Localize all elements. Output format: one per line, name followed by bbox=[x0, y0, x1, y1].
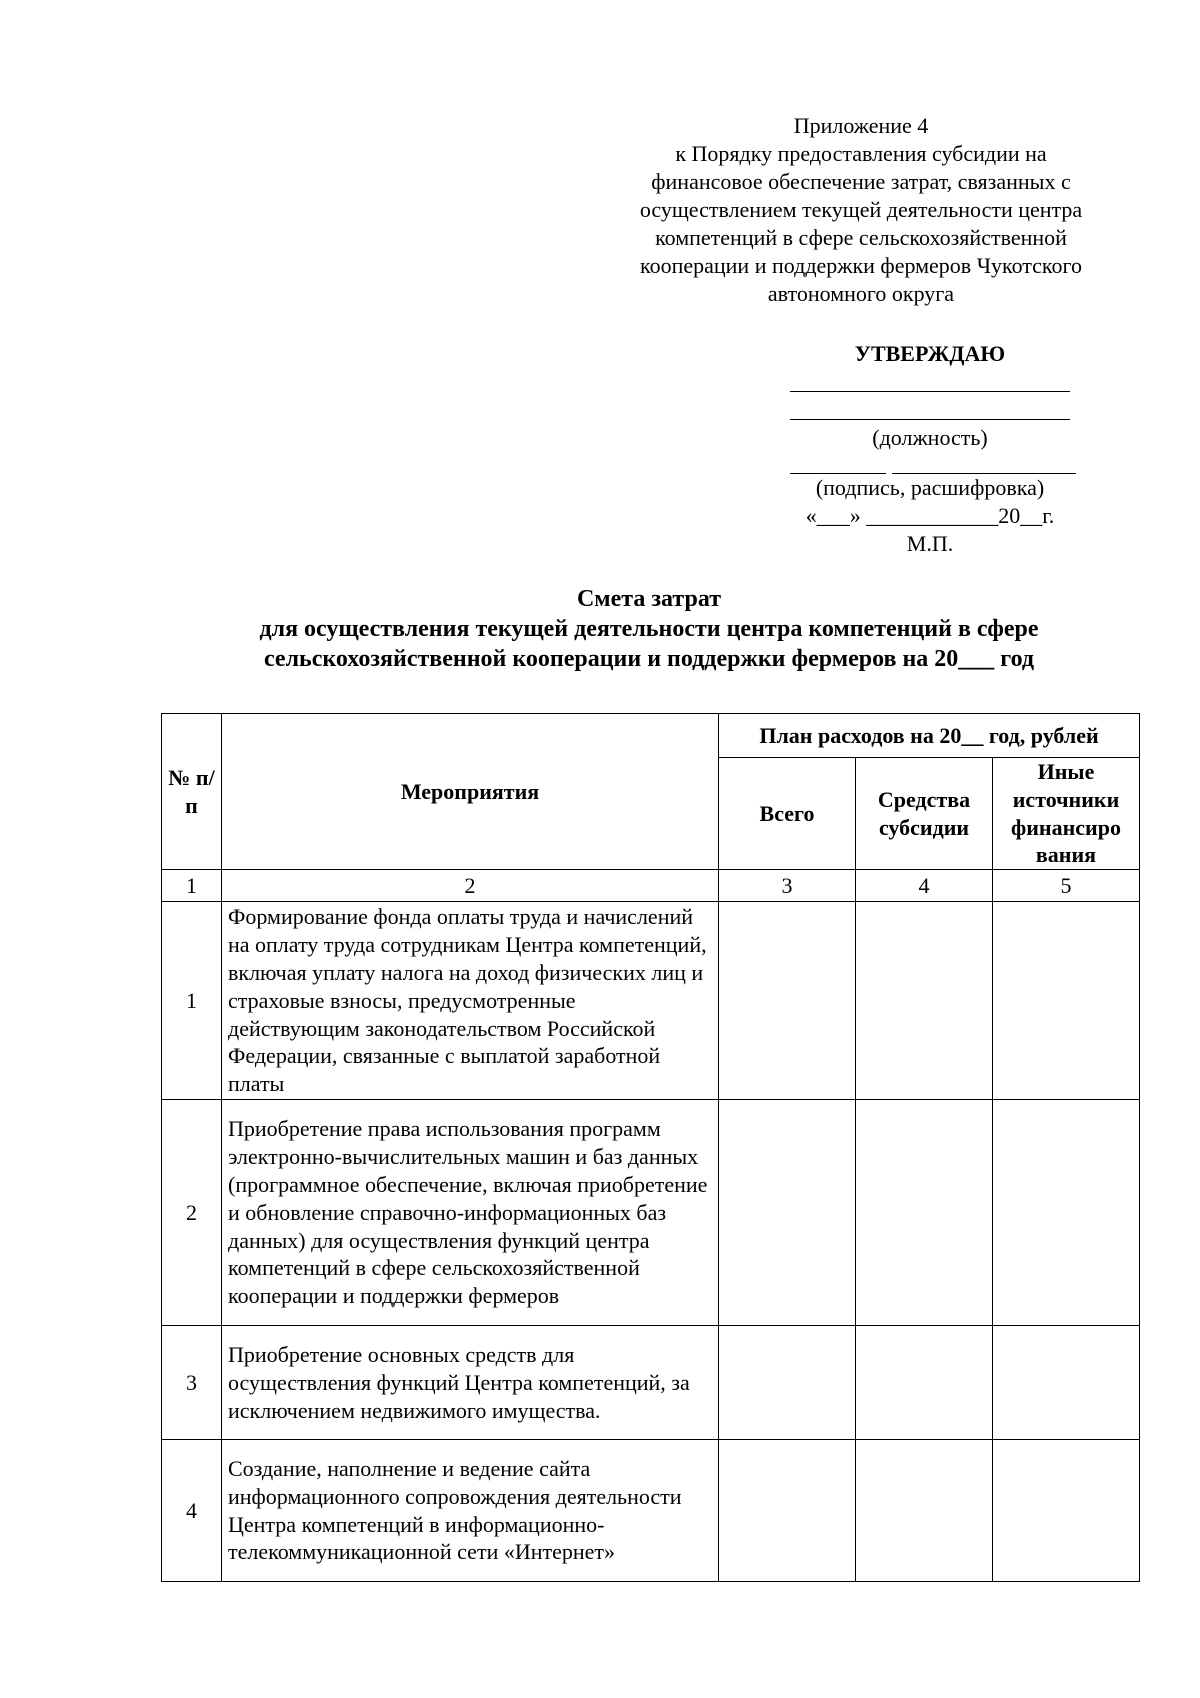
approval-block bbox=[780, 340, 1080, 558]
header-plan: План расходов на 20__ год, рублей bbox=[719, 714, 1140, 758]
position-caption: (должность) bbox=[872, 425, 988, 450]
cell-subsidy bbox=[856, 1100, 993, 1326]
signature-caption: (подпись, расшифровка) bbox=[815, 475, 1045, 500]
appendix-line: компетенций в сфере сельскохозяйственной bbox=[655, 225, 1067, 250]
column-number: 5 bbox=[993, 870, 1140, 902]
row-number: 2 bbox=[162, 1100, 222, 1326]
cost-estimate-table bbox=[161, 713, 1140, 1582]
approval-title: УТВЕРЖДАЮ bbox=[854, 341, 1006, 366]
column-number: 1 bbox=[162, 870, 222, 902]
row-activity: Приобретение права использования программ электронно-вычислительных машин и баз данных (программное обеспечение, включая приобретение и обновление справочно-информационных баз данных) для осуществления функций центра компетенций в сфере сельскохозяйственной кооперации и поддержки фермеров bbox=[222, 1100, 719, 1326]
title-line-3: сельскохозяйственной кооперации и поддержки фермеров на 20___ год bbox=[263, 646, 1035, 672]
appendix-line: к Порядку предоставления субсидии на bbox=[675, 141, 1047, 166]
cell-other bbox=[993, 1100, 1140, 1326]
cell-other bbox=[993, 1440, 1140, 1582]
header-other-sources: Иные источники финансиро вания bbox=[993, 758, 1140, 870]
header-num: № п/п bbox=[162, 714, 222, 870]
cell-total bbox=[719, 1100, 856, 1326]
header-activities: Мероприятия bbox=[222, 714, 719, 870]
table-row bbox=[162, 1440, 1140, 1582]
name-line bbox=[892, 473, 1076, 474]
date-line: «___» ____________20__г. bbox=[805, 503, 1055, 528]
row-activity: Приобретение основных средств для осуществления функций Центра компетенций, за исключением недвижимого имущества. bbox=[222, 1326, 719, 1440]
cell-subsidy bbox=[856, 902, 993, 1100]
cell-total bbox=[719, 902, 856, 1100]
appendix-line: финансовое обеспечение затрат, связанных с bbox=[651, 169, 1071, 194]
cell-other bbox=[993, 1326, 1140, 1440]
header-subsidy: Средства субсидии bbox=[856, 758, 993, 870]
position-line bbox=[790, 419, 1070, 420]
column-number: 3 bbox=[719, 870, 856, 902]
stamp-label: М.П. bbox=[906, 531, 954, 556]
row-activity: Создание, наполнение и ведение сайта информационного сопровождения деятельности Центра компетенций в информационно-телекоммуникационной сети «Интернет» bbox=[222, 1440, 719, 1582]
row-activity: Формирование фонда оплаты труда и начислений на оплату труда сотрудникам Центра компетенций, включая уплату налога на доход физических лиц и страховые взносы, предусмотренные действующим законодательством Российской Федерации, связанные с выплатой заработной платы bbox=[222, 902, 719, 1100]
document-title bbox=[130, 584, 1168, 674]
column-number: 2 bbox=[222, 870, 719, 902]
column-numbers-row bbox=[162, 870, 1140, 902]
appendix-line: кооперации и поддержки фермеров Чукотского bbox=[640, 253, 1082, 278]
header-total: Всего bbox=[719, 758, 856, 870]
table-row bbox=[162, 1100, 1140, 1326]
cell-subsidy bbox=[856, 1326, 993, 1440]
title-line-1: Смета затрат bbox=[576, 586, 722, 612]
appendix-line: автономного округа bbox=[767, 281, 955, 306]
cell-total bbox=[719, 1440, 856, 1582]
appendix-line: Приложение 4 bbox=[793, 113, 929, 138]
table-row bbox=[162, 902, 1140, 1100]
column-number: 4 bbox=[856, 870, 993, 902]
row-number: 1 bbox=[162, 902, 222, 1100]
appendix-header bbox=[612, 112, 1110, 308]
row-number: 3 bbox=[162, 1326, 222, 1440]
cell-other bbox=[993, 902, 1140, 1100]
table-row bbox=[162, 1326, 1140, 1440]
row-number: 4 bbox=[162, 1440, 222, 1582]
signature-short-line bbox=[790, 473, 886, 474]
cell-total bbox=[719, 1326, 856, 1440]
cell-subsidy bbox=[856, 1440, 993, 1582]
appendix-line: осуществлением текущей деятельности центра bbox=[639, 197, 1083, 222]
title-line-2: для осуществления текущей деятельности центра компетенций в сфере bbox=[259, 616, 1039, 642]
